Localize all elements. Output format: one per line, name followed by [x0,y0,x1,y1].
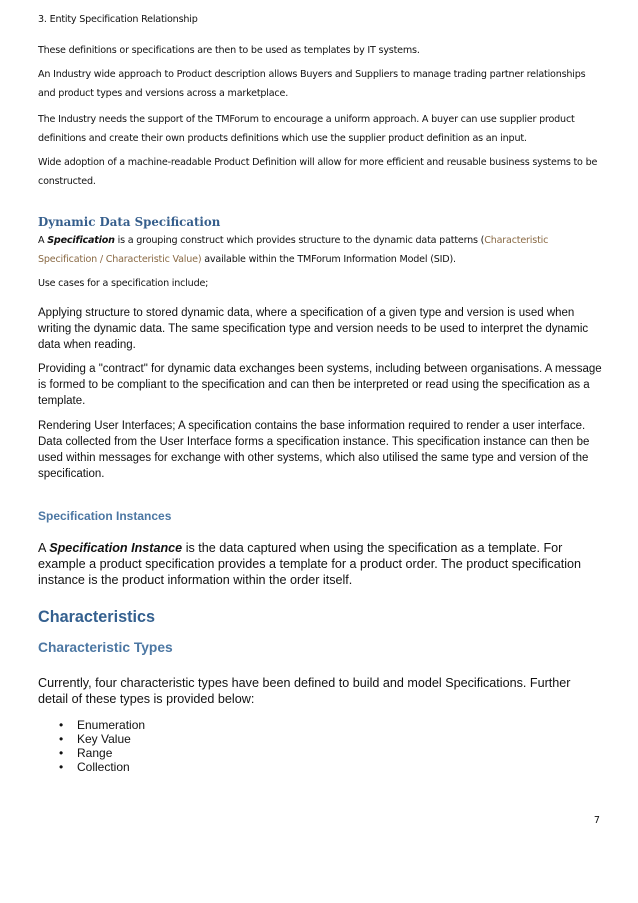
para-types-intro: Currently, four characteristic types have been defined to build and model Specifications. Further detail of these types is provided below: [38,676,571,706]
spec-end: available within the TMForum Information Model (SID). [201,254,456,265]
list-item-enumeration: • Enumeration [38,718,603,732]
characteristic-types-list [38,718,603,774]
para-machine-readable: Wide adoption of a machine-readable Product Definition will allow for more efficient and reusable business systems to be constructed. [38,157,598,187]
use-case-stored-data: Applying structure to stored dynamic data, where a specification of a given type and version is used when writing the dynamic data. The same specification type and version needs to be used to interpret the dynamic data when reading. [38,307,589,351]
heading-specification-instances: Specification Instances [38,509,172,523]
inst-prefix: A [38,541,50,555]
para-specification-instance [38,540,603,588]
para-industry-approach: An Industry wide approach to Product description allows Buyers and Suppliers to manage trading partner relationships and product types and versions across a marketplace. [38,69,586,99]
use-case-rendering-ui: Rendering User Interfaces; A specification contains the base information required to render a user interface. Data collected from the User Interface forms a specification instance. This specification instance can then be used within messages for exchange with other systems, which also utilised the same type and version of the specification. [38,420,590,480]
para-entity-spec-relationship: 3. Entity Specification Relationship [38,14,198,25]
heading-dynamic-data-specification: Dynamic Data Specification [38,215,221,229]
characteristic-spec-reference: Characteristic Specification / Characteristic Value) [38,235,549,265]
list-item-key-value: • Key Value [38,732,603,746]
use-case-contract: Providing a "contract" for dynamic data exchanges been systems, including between organisations. A message is formed to be compliant to the specification and can then be interpreted or read using the specification as a template. [38,363,602,407]
para-tmforum-support: The Industry needs the support of the TMForum to encourage a uniform approach. A buyer can use supplier product definitions and create their own products definitions which use the supplier product definition as an input. [38,114,575,144]
list-item-collection: • Collection [38,760,603,774]
term-specification-instance: Specification Instance [49,541,183,555]
inst-rest: is the data captured when using the specification as a template. For example a product specification provides a template for a product order. The product specification instance is the product information within the order itself. [38,541,582,587]
para-templates: These definitions or specifications are then to be used as templates by IT systems. [38,45,420,56]
heading-characteristics: Characteristics [38,608,155,626]
spec-middle: is a grouping construct which provides structure to the dynamic data patterns ( [114,235,485,246]
para-specification-definition [38,231,603,269]
list-item-range: • Range [38,746,603,760]
spec-prefix: A [38,235,48,246]
para-use-cases: Use cases for a specification include; [38,278,209,289]
term-specification: Specification [47,235,115,246]
heading-characteristic-types: Characteristic Types [38,640,173,655]
page-number: 7 [593,815,600,826]
